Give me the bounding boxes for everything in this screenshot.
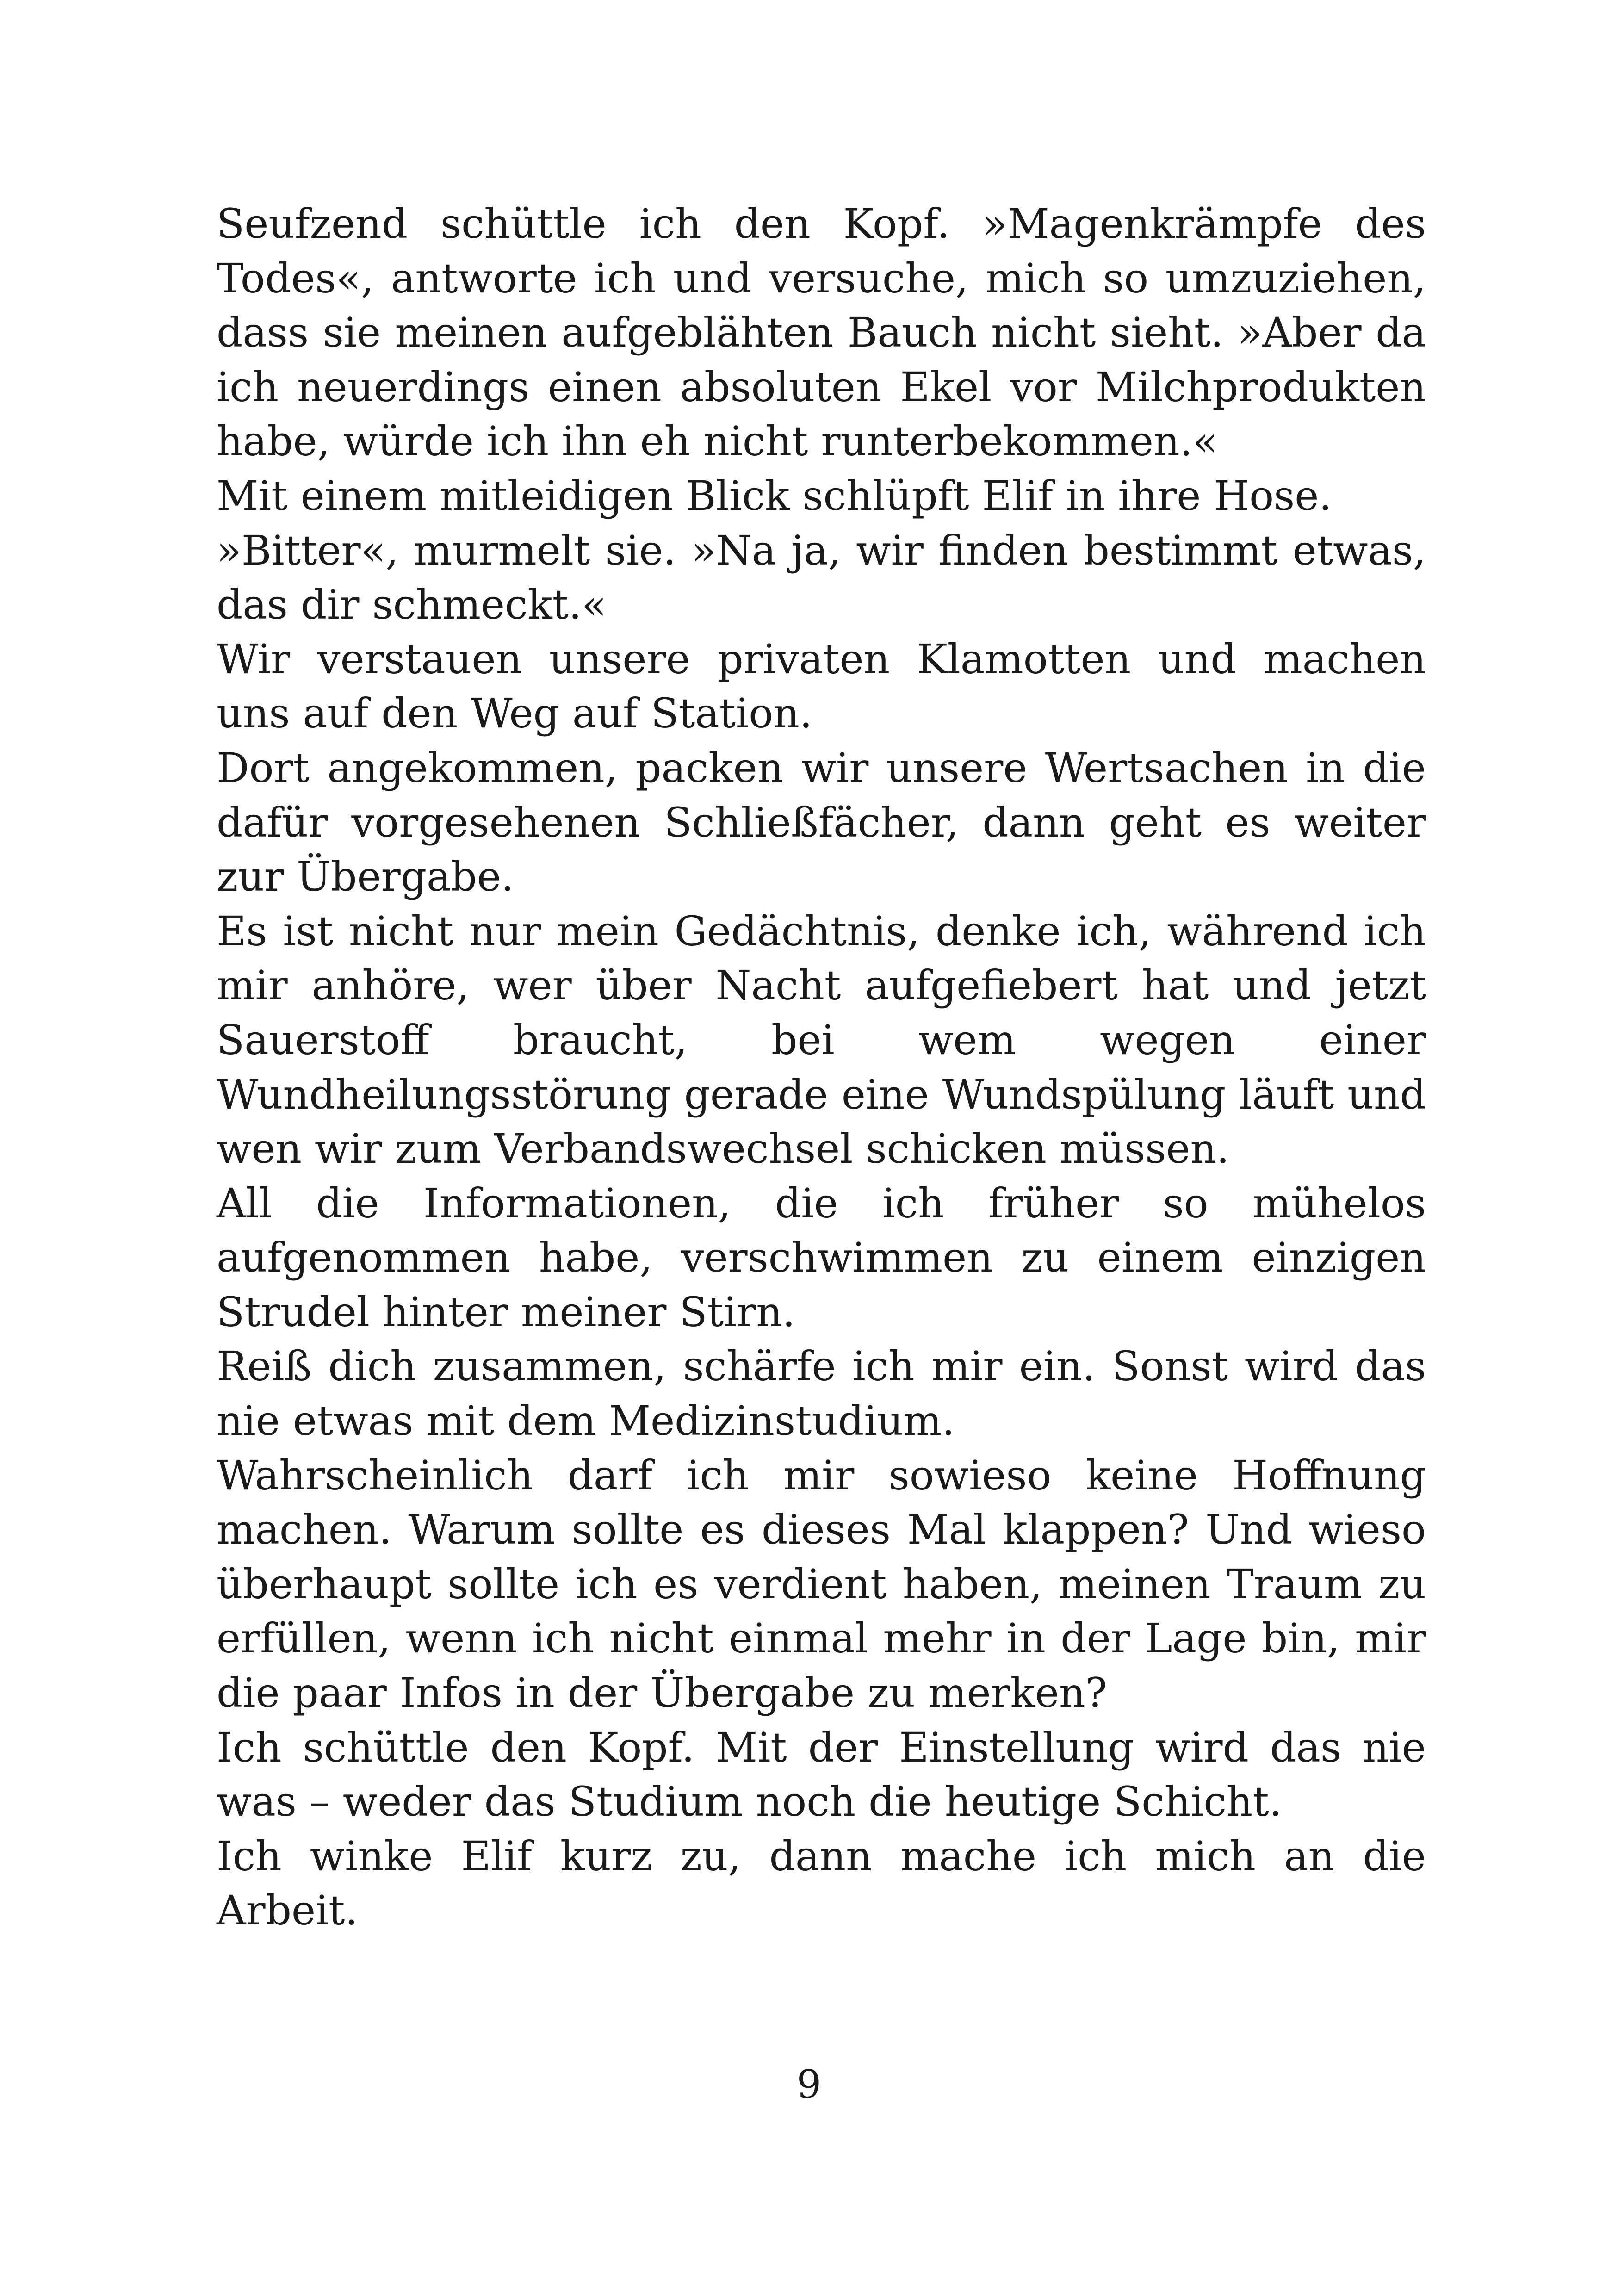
- paragraph: Reiß dich zusammen, schärfe ich mir ein. Sonst wird das nie etwas mit dem Medizinstudium.: [217, 1342, 1426, 1445]
- paragraph: »Bitter«, murmelt sie. »Na ja, wir finden bestimmt etwas, das dir schmeckt.«: [217, 526, 1426, 629]
- page-number: 9: [796, 2062, 822, 2107]
- paragraph: Wir verstauen unsere privaten Klamotten und machen uns auf den Weg auf Station.: [217, 635, 1426, 738]
- paragraph: Seufzend schüttle ich den Kopf. »Magenkrämpfe des Todes«, antworte ich und versuche, mich so umzuziehen, dass sie meinen aufgeblähten Bauch nicht sieht. »Aber da ich neuerdings einen absoluten Ekel vor Milchprodukten habe, würde ich ihn eh nicht runterbekommen.«: [217, 200, 1426, 465]
- body-text: [217, 197, 1426, 1938]
- paragraph: Ich schüttle den Kopf. Mit der Einstellung wird das nie was – weder das Studium noch die heutige Schicht.: [217, 1723, 1426, 1826]
- paragraph: Mit einem mitleidigen Blick schlüpft Elif in ihre Hose.: [217, 472, 1332, 520]
- paragraph: Dort angekommen, packen wir unsere Wertsachen in die dafür vorgesehenen Schließfächer, dann geht es weiter zur Übergabe.: [217, 744, 1426, 901]
- paragraph: All die Informationen, die ich früher so mühelos aufgenommen habe, verschwimmen zu einem einzigen Strudel hinter meiner Stirn.: [217, 1179, 1426, 1336]
- paragraph: Wahrscheinlich darf ich mir sowieso keine Hoffnung machen. Warum sollte es dieses Mal klappen? Und wieso überhaupt sollte ich es verdient haben, meinen Traum zu erfüllen, wenn ich nicht einmal mehr in der Lage bin, mir die paar Infos in der Übergabe zu merken?: [217, 1451, 1426, 1717]
- paragraph: Es ist nicht nur mein Gedächtnis, denke ich, während ich mir anhöre, wer über Nacht aufgefiebert hat und jetzt Sauerstoff braucht, bei wem wegen einer Wundheilungsstörung gerade eine Wundspülung läuft und wen wir zum Verbandswechsel schicken müssen.: [217, 907, 1426, 1173]
- paragraph: Ich winke Elif kurz zu, dann mache ich mich an die Arbeit.: [217, 1832, 1426, 1935]
